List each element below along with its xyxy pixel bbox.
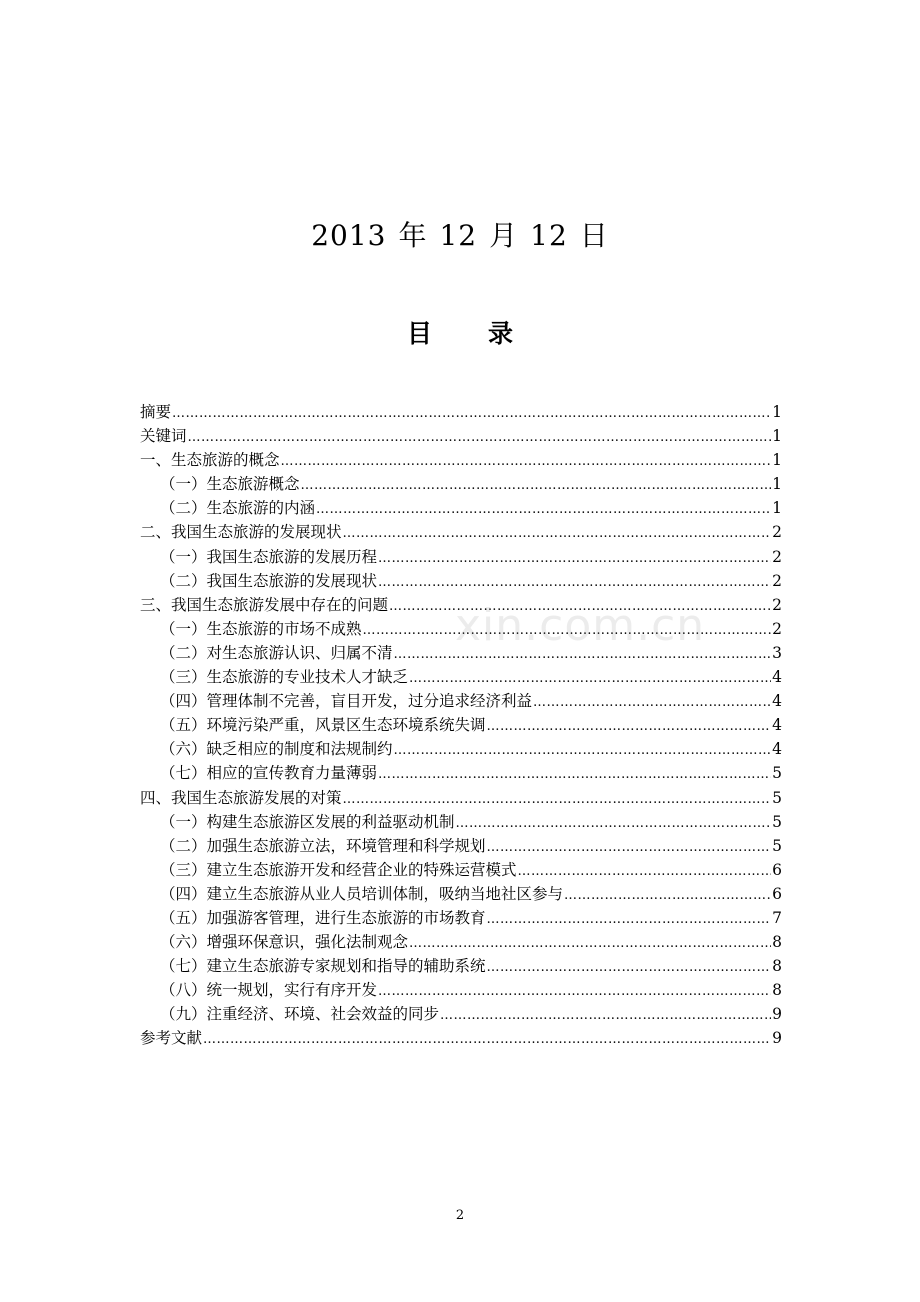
toc-entry-page: 4 [772,740,782,759]
toc-entry-label: （三）建立生态旅游开发和经营企业的特殊运营模式 [160,860,517,879]
toc-entry[interactable] [140,569,782,593]
toc-entry-page: 1 [772,451,782,470]
toc-entry-label: 一、生态旅游的概念 [140,451,280,470]
toc-entry-page: 5 [772,788,782,807]
toc-entry-label: （五）加强游客管理，进行生态旅游的市场教育 [160,908,486,927]
toc-entry[interactable] [140,689,782,713]
toc-leader-dots [487,836,772,860]
toc-entry-page: 6 [772,884,782,903]
toc-entry-label: （二）我国生态旅游的发展现状 [160,571,378,590]
toc-entry-page: 4 [772,692,782,711]
toc-leader-dots [518,860,772,884]
toc-entry[interactable] [140,930,782,954]
toc-entry[interactable] [140,737,782,761]
toc-entry-label: （九）注重经济、环境、社会效益的同步 [160,1005,440,1024]
toc-entry-label: （二）生态旅游的内涵 [160,499,316,518]
toc-entry[interactable] [140,424,782,448]
date-year: 2013 [311,219,387,252]
toc-entry[interactable] [140,1002,782,1026]
toc-entry-page: 4 [772,716,782,735]
watermark: xin.com.cn [455,600,706,651]
toc-entry-page: 1 [772,475,782,494]
toc-leader-dots [301,474,772,498]
toc-entry[interactable] [140,400,782,424]
toc-entry-page: 1 [772,499,782,518]
toc-entry[interactable] [140,545,782,569]
toc-entry-page: 8 [772,981,782,1000]
toc-entry-label: （一）生态旅游概念 [160,475,300,494]
toc-entry-label: 三、我国生态旅游发展中存在的问题 [140,595,389,614]
document-date [0,214,920,254]
toc-entry[interactable] [140,834,782,858]
toc-entry-page: 3 [772,643,782,662]
toc-leader-dots [564,884,771,908]
toc-entry-page: 8 [772,933,782,952]
toc-entry[interactable] [140,761,782,785]
toc-entry[interactable] [140,978,782,1002]
toc-leader-dots [316,498,771,522]
toc-entry-page: 5 [772,836,782,855]
toc-entry[interactable] [140,496,782,520]
toc-entry[interactable] [140,472,782,496]
toc-entry-label: （六）缺乏相应的制度和法规制约 [160,740,393,759]
toc-entry-page: 2 [772,595,782,614]
toc-leader-dots [487,715,772,739]
toc-leader-dots [172,402,771,426]
toc-heading-char-1: 目 [406,319,432,348]
toc-entry-label: （六）增强环保意识，强化法制观念 [160,933,409,952]
toc-entry[interactable] [140,882,782,906]
toc-entry-label: 四、我国生态旅游发展的对策 [140,788,342,807]
toc-entry[interactable] [140,858,782,882]
toc-entry-page: 5 [772,764,782,783]
toc-entry-label: （一）构建生态旅游区发展的利益驱动机制 [160,812,455,831]
table-of-contents [140,400,782,1051]
toc-entry-label: 摘要 [140,403,172,421]
toc-entry-page: 4 [772,668,782,687]
toc-leader-dots [203,1028,771,1052]
toc-leader-dots [378,571,771,595]
toc-entry-label: （二）对生态旅游认识、归属不清 [160,643,393,662]
toc-entry-label: （七）建立生态旅游专家规划和指导的辅助系统 [160,957,486,976]
toc-heading-char-2: 录 [488,319,514,348]
toc-entry-label: （七）相应的宣传教育力量薄弱 [160,764,378,783]
toc-entry-label: （三）生态旅游的专业技术人才缺乏 [160,668,409,687]
toc-entry-page: 2 [772,523,782,542]
toc-leader-dots [394,739,772,763]
toc-leader-dots [409,932,771,956]
toc-entry[interactable] [140,1026,782,1050]
date-day-unit: 日 [579,219,609,252]
toc-leader-dots [533,691,771,715]
toc-leader-dots [378,980,771,1004]
toc-entry[interactable] [140,906,782,930]
toc-entry-label: （四）管理体制不完善，盲目开发，过分追求经济利益 [160,692,533,711]
toc-entry-page: 8 [772,957,782,976]
toc-leader-dots [456,812,772,836]
toc-entry[interactable] [140,786,782,810]
toc-leader-dots [409,667,771,691]
toc-entry-page: 2 [772,619,782,638]
date-day: 12 [530,219,568,252]
toc-entry-label: （五）环境污染严重，风景区生态环境系统失调 [160,716,486,735]
toc-leader-dots [343,522,772,546]
toc-leader-dots [188,426,772,450]
toc-heading [0,314,920,350]
toc-entry-page: 5 [772,812,782,831]
toc-entry-label: （二）加强生态旅游立法，环境管理和科学规划 [160,836,486,855]
toc-entry-page: 1 [772,427,782,446]
toc-entry[interactable] [140,954,782,978]
toc-entry-label: 二、我国生态旅游的发展现状 [140,523,342,542]
toc-entry-label: （八）统一规划，实行有序开发 [160,981,378,1000]
toc-entry-page: 6 [772,860,782,879]
toc-entry[interactable] [140,448,782,472]
toc-entry-page: 7 [772,908,782,927]
toc-entry-label: 参考文献 [140,1029,203,1048]
toc-entry[interactable] [140,810,782,834]
toc-entry[interactable] [140,713,782,737]
toc-leader-dots [378,547,771,571]
toc-entry-page: 2 [772,547,782,566]
toc-leader-dots [378,763,771,787]
page-number: 2 [455,1208,465,1223]
toc-entry-label: （四）建立生态旅游从业人员培训体制，吸纳当地社区参与 [160,884,564,903]
toc-entry-page: 1 [772,403,782,421]
toc-leader-dots [487,908,772,932]
toc-entry-page: 9 [772,1005,782,1024]
date-month-unit: 月 [489,219,519,252]
toc-leader-dots [281,450,772,474]
toc-entry-label: （一）我国生态旅游的发展历程 [160,547,378,566]
toc-entry-label: （一）生态旅游的市场不成熟 [160,619,362,638]
toc-entry-page: 2 [772,571,782,590]
toc-leader-dots [343,788,772,812]
toc-entry[interactable] [140,520,782,544]
toc-entry[interactable] [140,665,782,689]
date-month: 12 [439,219,478,252]
toc-entry-page: 9 [772,1029,782,1048]
date-year-unit: 年 [398,219,428,252]
toc-leader-dots [487,956,772,980]
toc-leader-dots [440,1004,771,1028]
toc-entry-label: 关键词 [140,427,187,446]
